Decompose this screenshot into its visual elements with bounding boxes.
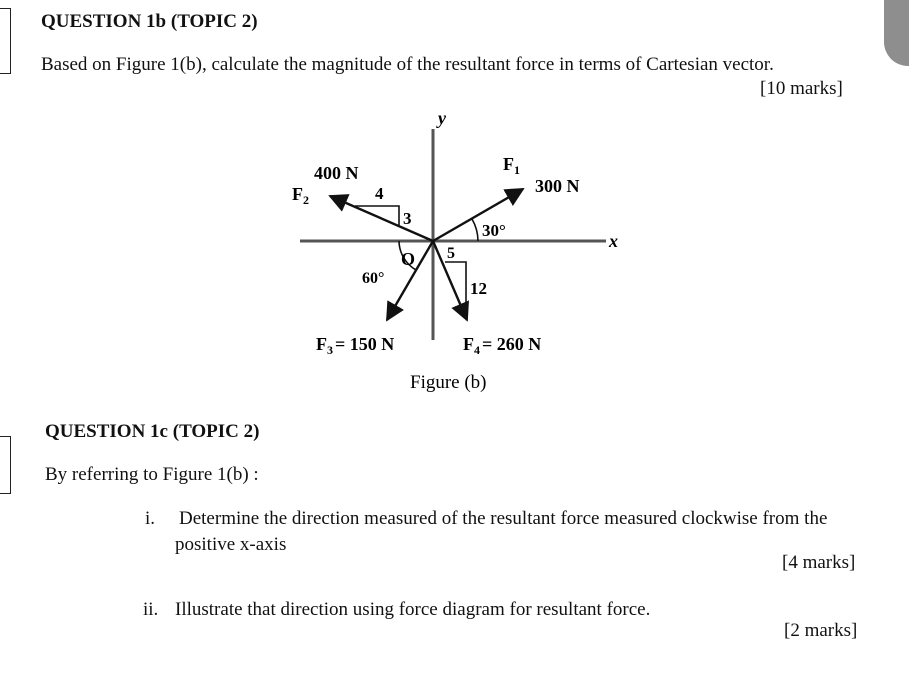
f2-value: 400 N xyxy=(314,163,359,183)
f1-angle: 30° xyxy=(482,221,506,240)
item-1-line-2: positive x-axis xyxy=(175,534,287,555)
figure-caption: Figure (b) xyxy=(410,372,487,393)
f2-rise-label: 3 xyxy=(403,209,412,228)
item-1-marks: [4 marks] xyxy=(782,552,856,573)
f1-label: $F_1$ xyxy=(503,154,520,177)
x-axis-label: x xyxy=(609,231,618,251)
angle-arc-30 xyxy=(472,219,478,241)
item-1-number: i. xyxy=(145,508,156,529)
item-2-text: Illustrate that direction using force diagram for resultant force. xyxy=(175,599,651,620)
item-2-marks: [2 marks] xyxy=(784,620,858,641)
question-1c-intro: By referring to Figure 1(b) : xyxy=(45,464,259,485)
f4-rise-label: 12 xyxy=(470,279,487,298)
f3-angle: 60° xyxy=(362,270,385,287)
f2-label: $F_2$ xyxy=(292,184,309,207)
f4-run-label: 5 xyxy=(447,245,455,262)
item-1-line-1: Determine the direction measured of the resultant force measured clockwise from the xyxy=(179,508,828,529)
f2-run-label: 4 xyxy=(375,184,384,203)
question-1b-text: Based on Figure 1(b), calculate the magnitude of the resultant force in terms of Cartesian vector. xyxy=(41,54,774,75)
f4-label: $F_4 = 260$ N xyxy=(463,334,542,357)
question-1c-title: QUESTION 1c (TOPIC 2) xyxy=(45,421,260,442)
f1-value: 300 N xyxy=(535,176,580,196)
f4-slope-triangle xyxy=(445,262,466,305)
f3-label: $F_3 = 150$ N xyxy=(316,334,395,357)
question-1b-marks: [10 marks] xyxy=(760,78,843,99)
item-2-number: ii. xyxy=(143,599,159,620)
question-1b-title: QUESTION 1b (TOPIC 2) xyxy=(41,11,258,32)
origin-label: O xyxy=(401,249,416,269)
y-axis-label: y xyxy=(438,108,446,128)
